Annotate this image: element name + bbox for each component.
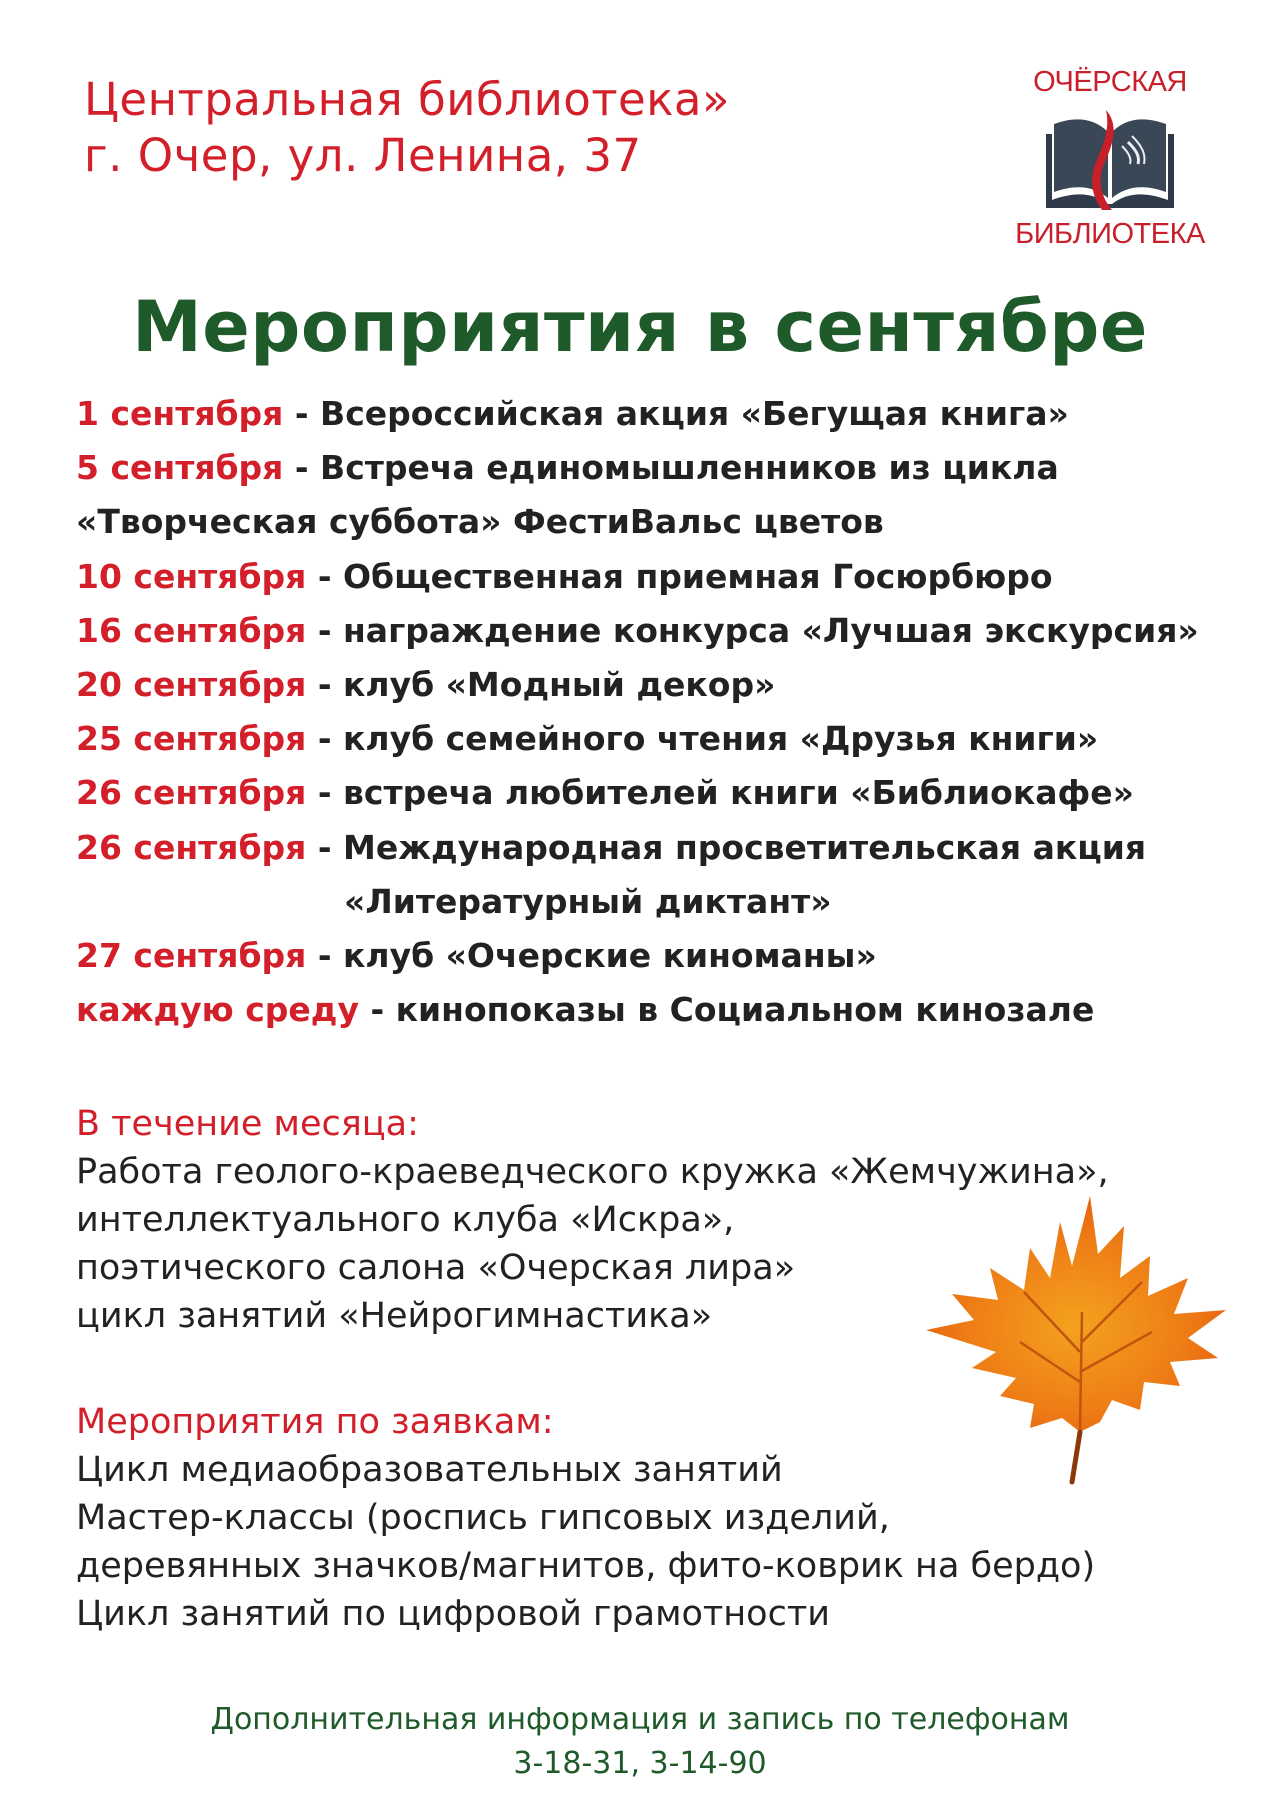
event-item bbox=[76, 821, 1256, 929]
event-description-continued: «Литературный диктант» bbox=[344, 881, 832, 921]
open-book-icon bbox=[1042, 106, 1178, 218]
event-date: 1 сентября bbox=[76, 394, 284, 433]
section-line: интеллектуального клуба «Искра», bbox=[76, 1200, 735, 1240]
event-description: - Международная просветительская акция bbox=[306, 827, 1147, 867]
section-line: Мастер-классы (роспись гипсовых изделий, bbox=[76, 1498, 890, 1538]
page-title: Мероприятия в сентябре bbox=[132, 286, 1148, 368]
event-description: - клуб «Очерские киноманы» bbox=[306, 936, 877, 976]
event-date: 27 сентября bbox=[76, 936, 307, 976]
contact-footer bbox=[0, 1698, 1280, 1786]
library-address-line: г. Очер, ул. Ленина, 37 bbox=[84, 129, 642, 182]
event-description: - клуб «Модный декор» bbox=[306, 665, 776, 705]
event-item bbox=[76, 929, 1256, 983]
section-line: Цикл занятий по цифровой грамотности bbox=[76, 1594, 830, 1634]
footer-phones: 3-18-31, 3-14-90 bbox=[513, 1746, 767, 1781]
library-name-line: Центральная библиотека» bbox=[84, 73, 731, 126]
event-description: - Встреча единомышленников из цикла bbox=[283, 448, 1059, 488]
event-date: 26 сентября bbox=[76, 827, 307, 867]
event-description: - Общественная приемная Госюрбюро bbox=[306, 556, 1053, 596]
logo-bottom-text: БИБЛИОТЕКА bbox=[1015, 218, 1205, 250]
library-logo bbox=[1010, 66, 1210, 256]
event-item bbox=[76, 387, 1256, 441]
footer-info: Дополнительная информация и запись по телефонам bbox=[210, 1702, 1070, 1737]
section-heading: Мероприятия по заявкам: bbox=[76, 1402, 554, 1442]
on-request-section bbox=[76, 1398, 1095, 1638]
section-line: поэтического салона «Очерская лира» bbox=[76, 1248, 796, 1288]
events-list bbox=[76, 387, 1256, 1037]
event-item bbox=[76, 658, 1256, 712]
section-line: Работа геолого-краеведческого кружка «Жемчужина», bbox=[76, 1152, 1109, 1192]
event-item bbox=[76, 712, 1256, 766]
event-date: 10 сентября bbox=[76, 556, 307, 596]
event-date: 26 сентября bbox=[76, 773, 307, 813]
event-description: - Всероссийская акция «Бегущая книга» bbox=[283, 394, 1069, 433]
event-item bbox=[76, 550, 1256, 604]
event-item bbox=[76, 983, 1256, 1037]
section-line: цикл занятий «Нейрогимнастика» bbox=[76, 1296, 713, 1336]
event-description-continued: «Творческая суббота» ФестиВальс цветов bbox=[76, 502, 884, 542]
event-date: 5 сентября bbox=[76, 448, 284, 488]
event-description: - кинопоказы в Социальном кинозале bbox=[358, 990, 1095, 1030]
event-item bbox=[76, 441, 1256, 549]
event-date: 25 сентября bbox=[76, 719, 307, 759]
event-description: - клуб семейного чтения «Друзья книги» bbox=[306, 719, 1099, 759]
event-item bbox=[76, 766, 1256, 820]
event-item bbox=[76, 604, 1256, 658]
event-date: 20 сентября bbox=[76, 665, 307, 705]
event-date: 16 сентября bbox=[76, 610, 307, 650]
section-heading: В течение месяца: bbox=[76, 1104, 419, 1144]
section-line: Цикл медиаобразовательных занятий bbox=[76, 1450, 783, 1490]
library-address bbox=[84, 72, 730, 184]
logo-top-text: ОЧЁРСКАЯ bbox=[1033, 66, 1187, 98]
event-description: - встреча любителей книги «Библиокафе» bbox=[306, 773, 1134, 813]
event-description: - награждение конкурса «Лучшая экскурсия» bbox=[306, 610, 1199, 650]
event-date: каждую среду bbox=[76, 990, 359, 1030]
section-line: деревянных значков/магнитов, фито-коврик на бердо) bbox=[76, 1546, 1096, 1586]
